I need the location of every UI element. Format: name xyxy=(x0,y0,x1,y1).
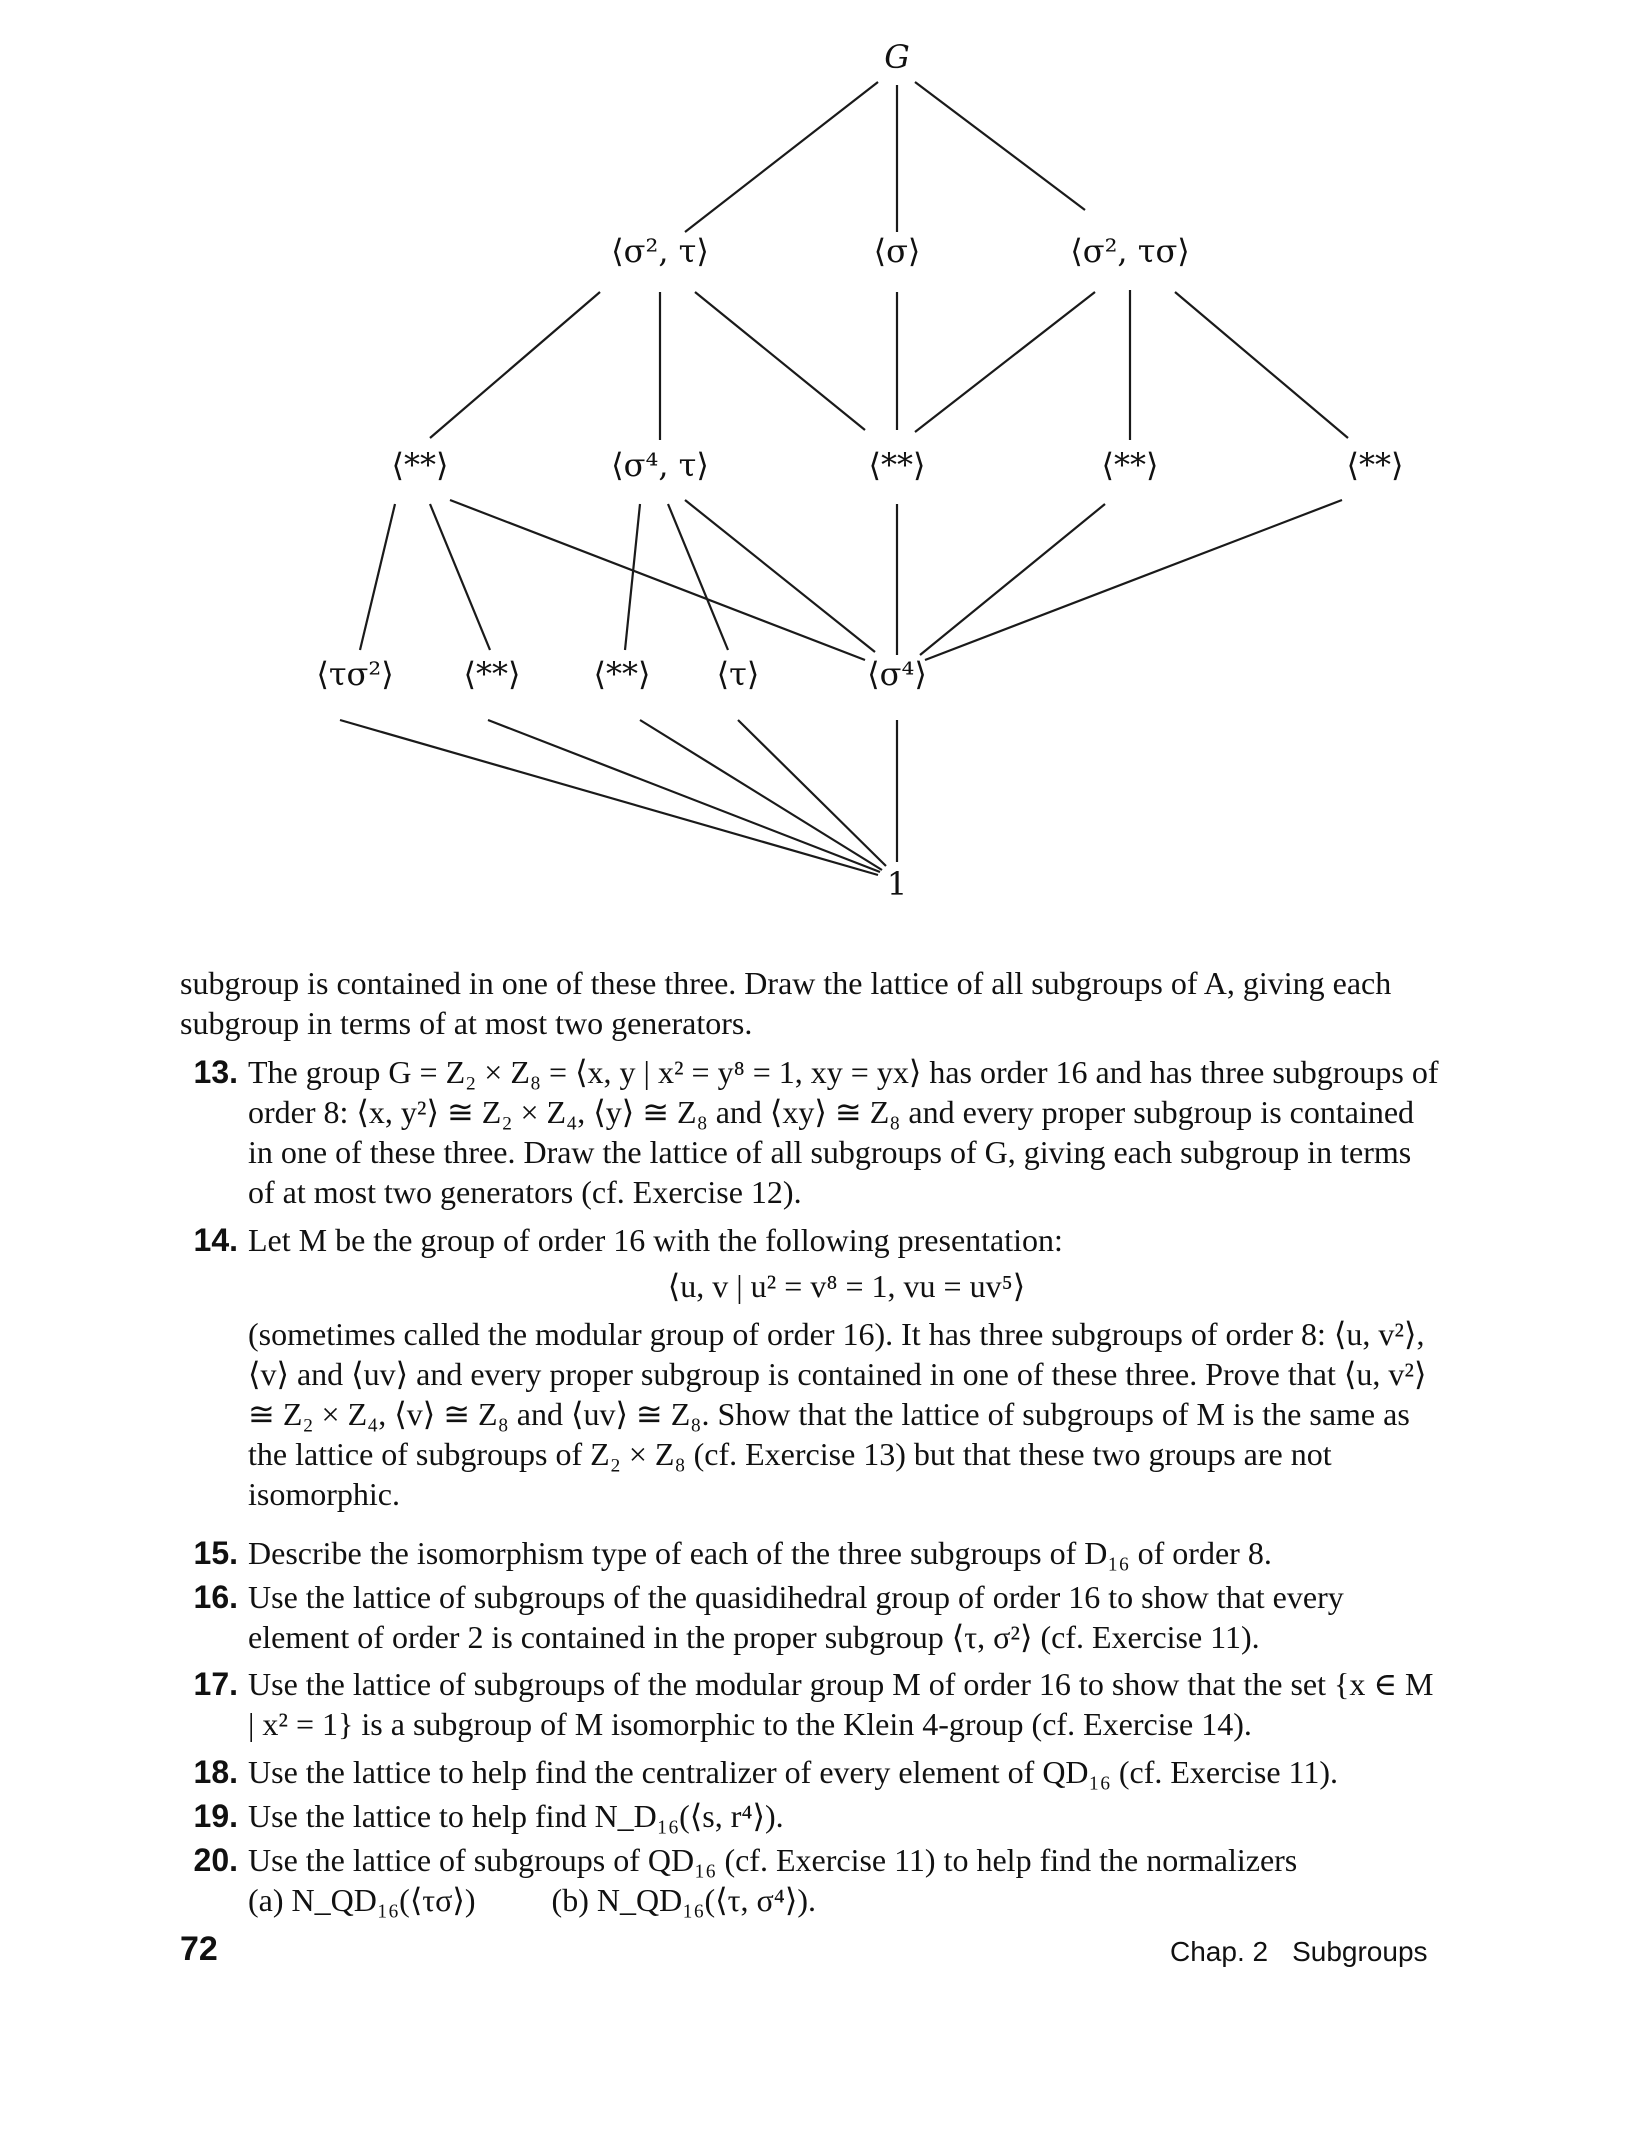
exercise-text: Use the lattice to help find the centralizer of every element of QD₁₆ (cf. Exercise 11). xyxy=(248,1754,1338,1790)
lattice-node-star-a: ⟨**⟩ xyxy=(391,446,449,484)
lattice-node-star-e: ⟨**⟩ xyxy=(463,655,521,693)
edge-starC-s4 xyxy=(920,504,1105,655)
exercise-text: Let M be the group of order 16 with the following presentation: xyxy=(248,1222,1063,1258)
exercise-14 xyxy=(180,1220,1445,1514)
lattice-node-star-b: ⟨**⟩ xyxy=(868,446,926,484)
exercise-text: Use the lattice of subgroups of the quasidihedral group of order 16 to show that every element of order 2 is contained in the proper subgroup ⟨τ, σ²⟩ (cf. Exercise 11). xyxy=(248,1579,1344,1655)
exercise-number: 14. xyxy=(193,1222,238,1258)
lattice-node-star-f: ⟨**⟩ xyxy=(593,655,651,693)
lattice-node-1: 1 xyxy=(886,865,908,903)
chapter-label: Chap. 2 xyxy=(1170,1936,1269,1967)
exercise-20 xyxy=(180,1840,1445,1920)
lattice-node-s2ts: ⟨σ², τσ⟩ xyxy=(1070,232,1190,270)
exercise-text: Use the lattice of subgroups of QD₁₆ (cf. Exercise 11) to help find the normalizers xyxy=(248,1842,1298,1878)
edge-starA-s4 xyxy=(450,500,865,660)
exercise-18 xyxy=(180,1752,1445,1792)
exercise-text: Describe the isomorphism type of each of the three subgroups of D₁₆ of order 8. xyxy=(248,1535,1272,1571)
intro-paragraph xyxy=(180,963,1445,1043)
lattice-node-t: ⟨τ⟩ xyxy=(716,655,760,693)
exercise-text: Use the lattice to help find N_D₁₆(⟨s, r⁴⟩). xyxy=(248,1798,784,1834)
edge-s2t-starB xyxy=(695,292,865,430)
lattice-node-G: G xyxy=(884,38,910,76)
edge-ts2-1 xyxy=(340,720,878,875)
edge-starE-1 xyxy=(488,720,880,872)
exercise-16 xyxy=(180,1577,1445,1657)
running-footer xyxy=(1170,1936,1428,1968)
lattice-node-star-c: ⟨**⟩ xyxy=(1101,446,1159,484)
exercise-number: 19. xyxy=(193,1798,238,1834)
exercise-17 xyxy=(180,1664,1445,1744)
edge-G-s2ts xyxy=(915,82,1085,210)
edge-s2ts-starD xyxy=(1175,292,1348,438)
exercise-number: 18. xyxy=(193,1754,238,1790)
exercise-text: The group G = Z₂ × Z₈ = ⟨x, y | x² = y⁸ = 1, xy = yx⟩ has order 16 and has three subgroups of order 8: ⟨x, y²⟩ ≅ Z₂ × Z₄, ⟨y⟩ ≅ Z₈ and ⟨xy⟩ ≅ Z₈ and every proper subgroup is contained in one of these three. Draw the lattice of all subgroups of G, giving each subgroup in terms of at most two generators (cf. Exercise 12). xyxy=(248,1054,1439,1210)
edge-s2ts-starB xyxy=(915,292,1095,432)
lattice-node-star-d: ⟨**⟩ xyxy=(1346,446,1404,484)
part-b: (b) N_QD₁₆(⟨τ, σ⁴⟩). xyxy=(551,1882,817,1918)
exercise-13 xyxy=(180,1052,1445,1212)
exercise-parts xyxy=(248,1880,1445,1920)
presentation-display: ⟨u, v | u² = v⁸ = 1, vu = uv⁵⟩ xyxy=(667,1268,1026,1304)
edge-s2t-starA xyxy=(430,292,600,438)
exercise-number: 20. xyxy=(193,1842,238,1878)
lattice-node-s4t: ⟨σ⁴, τ⟩ xyxy=(611,446,709,484)
edge-starD-s4 xyxy=(925,500,1342,660)
lattice-node-s: ⟨σ⟩ xyxy=(873,232,921,270)
exercise-number: 13. xyxy=(193,1054,238,1090)
exercise-text: Use the lattice of subgroups of the modular group M of order 16 to show that the set {x ∈ M | x² = 1} is a subgroup of M isomorphic to the Klein 4-group (cf. Exercise 14). xyxy=(248,1666,1434,1742)
part-a: (a) N_QD₁₆(⟨τσ⟩) xyxy=(248,1882,476,1918)
exercise-19 xyxy=(180,1796,1445,1836)
edge-t-1 xyxy=(738,720,886,866)
edge-G-s2t xyxy=(685,82,878,232)
edge-s4t-starF xyxy=(625,504,640,650)
intro-text: subgroup is contained in one of these three. Draw the lattice of all subgroups of A, giving each subgroup in terms of at most two generators. xyxy=(180,965,1392,1041)
exercise-15 xyxy=(180,1533,1445,1573)
exercise-number: 17. xyxy=(193,1666,238,1702)
exercise-number: 15. xyxy=(193,1535,238,1571)
edge-starA-ts2 xyxy=(360,504,395,650)
exercise-number: 16. xyxy=(193,1579,238,1615)
lattice-node-ts2: ⟨τσ²⟩ xyxy=(316,655,394,693)
exercise-text-continued: (sometimes called the modular group of order 16). It has three subgroups of order 8: ⟨u, v²⟩, ⟨v⟩ and ⟨uv⟩ and every proper subgroup is contained in one of these three. Prove that ⟨u, v²⟩ ≅ Z₂ × Z₄, ⟨v⟩ ≅ Z₈ and ⟨uv⟩ ≅ Z₈. Show that the lattice of subgroups of M is the same as the lattice of subgroups of Z₂ × Z₈ (cf. Exercise 13) but that these two groups are not isomorphic. xyxy=(248,1316,1427,1512)
lattice-node-s2t: ⟨σ², τ⟩ xyxy=(611,232,709,270)
edge-s4t-s4 xyxy=(685,500,875,652)
page-number: 72 xyxy=(180,1930,218,1968)
section-label: Subgroups xyxy=(1292,1936,1428,1967)
lattice-node-s4: ⟨σ⁴⟩ xyxy=(867,655,927,693)
edge-starA-starE xyxy=(430,504,490,650)
